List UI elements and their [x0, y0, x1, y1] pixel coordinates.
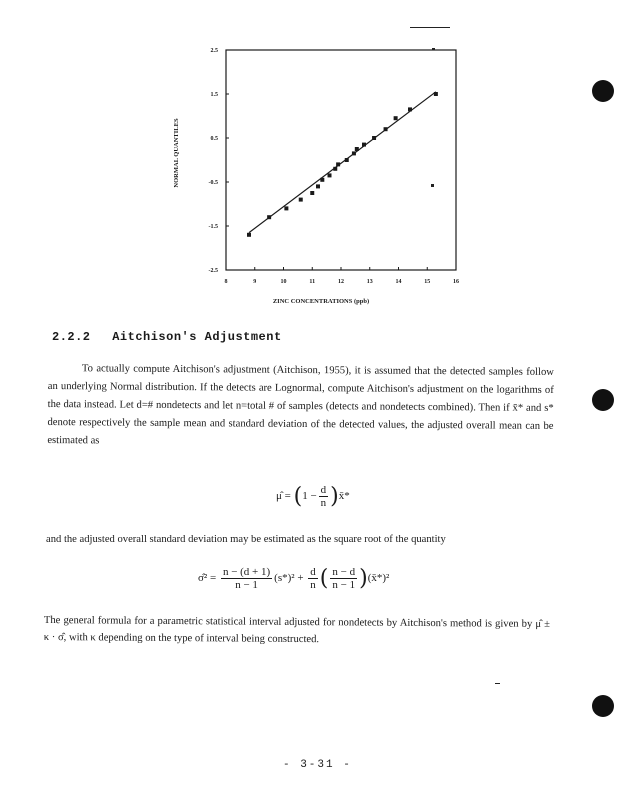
punch-hole-bottom	[592, 695, 614, 717]
normal-quantile-plot	[160, 40, 460, 310]
eq1-one: 1 −	[302, 490, 317, 503]
data-point	[394, 116, 398, 120]
eq1-frac-num: d	[320, 484, 327, 496]
section-title: Aitchison's Adjustment	[112, 330, 282, 344]
data-point	[408, 107, 412, 111]
eq2-f3-num: n − d	[332, 566, 356, 578]
scan-mark	[431, 184, 434, 187]
data-point	[362, 143, 366, 147]
eq2-f1-num: n − (d + 1)	[222, 566, 271, 578]
punch-hole-middle	[592, 389, 614, 411]
data-point	[284, 206, 288, 210]
scan-mark	[410, 27, 450, 28]
data-point	[299, 198, 303, 202]
eq2-tail: (x̄*)²	[367, 572, 390, 585]
data-point	[372, 136, 376, 140]
data-point	[345, 158, 349, 162]
y-tick-label: -0.5	[208, 180, 218, 186]
data-point	[267, 215, 271, 219]
y-tick-label: -2.5	[208, 268, 218, 274]
data-point	[310, 191, 314, 195]
data-point	[333, 167, 337, 171]
scan-mark	[495, 683, 500, 684]
eq2-lhs: σ̂² =	[198, 572, 219, 585]
x-tick-label: 11	[309, 279, 316, 285]
x-tick-label: 14	[395, 279, 402, 285]
scan-mark	[432, 48, 435, 50]
y-tick-label: -1.5	[208, 224, 218, 230]
body-text	[47, 360, 554, 454]
data-point	[352, 151, 356, 155]
paragraph-2: and the adjusted overall standard deviation may be estimated as the square root of the quantity	[46, 534, 446, 545]
section-number: 2.2.2	[52, 330, 91, 344]
y-tick-label: 1.5	[210, 92, 218, 98]
x-axis-label: ZINC CONCENTRATIONS (ppb)	[272, 298, 370, 305]
punch-hole-top	[592, 80, 614, 102]
fit-line	[249, 92, 436, 233]
x-tick-label: 12	[338, 279, 344, 285]
plot-frame	[226, 50, 456, 270]
paragraph-1: To actually compute Aitchison's adjustment (Aitchison, 1955), it is assumed that the detected samples follow an underlying Normal distribution. If the detects are Lognormal, compute Aitchison's adjustment on the logarithms of the data instead. Let d=# nondetects and let n=total # of samples (detects and nondetects combined). Then if x̄* and s* denote respectively the sample mean and standard deviation of the detected values, the adjusted overall mean can be estimated as	[47, 363, 554, 447]
eq2-f2-den: n	[310, 579, 316, 591]
x-tick-label: 8	[224, 279, 228, 285]
data-point	[316, 184, 320, 188]
data-point	[336, 162, 340, 166]
eq1-lhs: μ̂ =	[276, 490, 294, 503]
x-tick-label: 9	[253, 279, 257, 285]
eq2-f3-den: n − 1	[332, 579, 356, 591]
eq2-mid: (s*)² +	[274, 572, 307, 585]
data-point	[355, 147, 359, 151]
y-tick-label: 0.5	[210, 136, 218, 142]
eq2-f2-num: d	[310, 566, 316, 578]
x-tick-label: 10	[280, 279, 287, 285]
page-number: - 3-31 -	[283, 759, 352, 771]
section-heading	[52, 330, 282, 344]
data-point	[320, 178, 324, 182]
x-tick-label: 16	[453, 279, 459, 285]
data-point	[328, 173, 332, 177]
equation-adjusted-mean: μ̂ = (1 − $\frac{d}{n}$ )x̄*	[276, 484, 350, 509]
data-point	[247, 233, 251, 237]
data-point	[384, 127, 388, 131]
equation-adjusted-variance: σ̂² = $\frac{n - (d + 1)}{n - 1}$ (s*)² + $\frac{d}{n}$ ( $\frac{n - d}{n - 1}$ )(x̄*)²	[198, 566, 390, 591]
paragraph-3: The general formula for a parametric statistical interval adjusted for nondetects by Aitchison's method is given by μ̂ ± κ · σ̂, with κ depending on the type of interval being constructed.	[43, 614, 550, 646]
x-tick-label: 13	[366, 279, 373, 285]
eq2-f1-den: n − 1	[235, 579, 258, 591]
data-point	[434, 92, 438, 96]
y-axis-label: NORMAL QUANTILES	[173, 118, 180, 188]
x-tick-label: 15	[424, 279, 431, 285]
y-tick-label: 2.5	[210, 48, 218, 54]
eq1-rhs: x̄*	[338, 490, 350, 503]
eq1-frac-den: n	[320, 497, 327, 509]
